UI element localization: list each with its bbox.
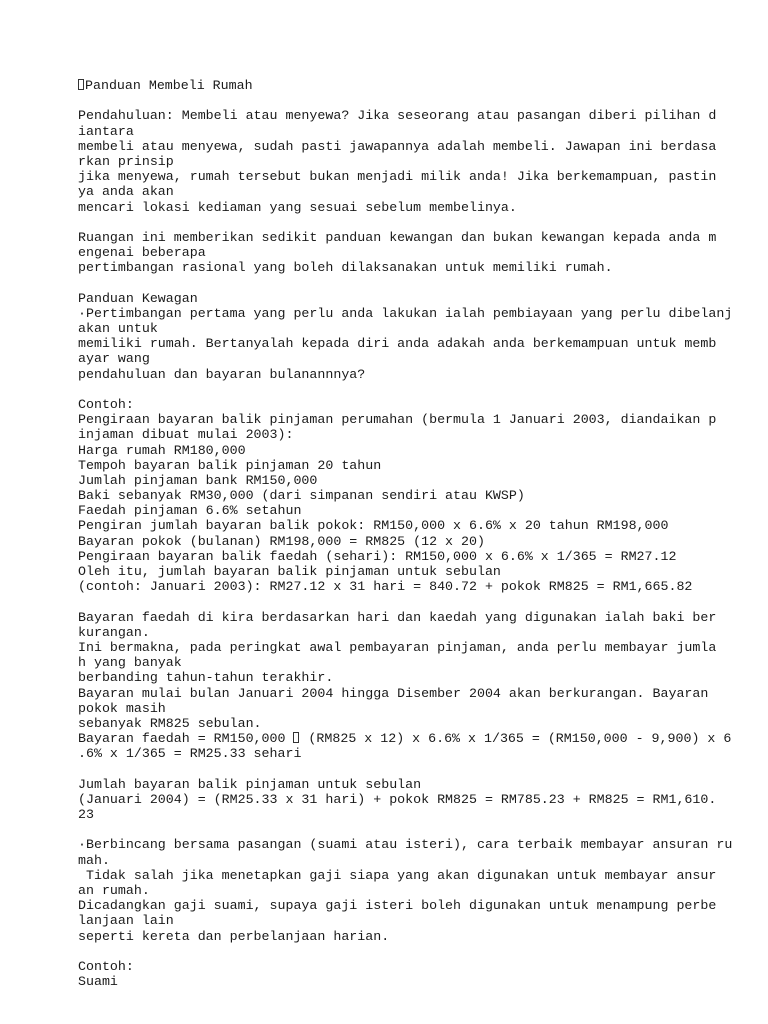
text-line: Faedah pinjaman 6.6% setahun — [78, 503, 302, 519]
berbincang-paragraph — [78, 837, 733, 944]
text-line: ·Pertimbangan pertama yang perlu anda lakukan ialah pembiayaan yang perlu dibelanj — [78, 305, 733, 321]
text-line: Pendahuluan: Membeli atau menyewa? Jika seseorang atau pasangan diberi pilihan d — [78, 108, 717, 124]
text-line: engenai beberapa — [78, 245, 206, 261]
text-line: Bayaran faedah di kira berdasarkan hari dan kaedah yang digunakan ialah baki ber — [78, 609, 717, 625]
text-line: (Januari 2004) = (RM25.33 x 31 hari) + pokok RM825 = RM785.23 + RM825 = RM1,610. — [78, 791, 717, 807]
text-line: rkan prinsip — [78, 153, 174, 169]
panduan-section — [78, 290, 733, 382]
text-line: an rumah. — [78, 882, 150, 898]
text-line: kurangan. — [78, 624, 150, 640]
contoh-suami — [78, 959, 718, 989]
faedah-paragraph — [78, 609, 732, 762]
text-line: mencari lokasi kediaman yang sesuai sebelum membelinya. — [78, 199, 517, 215]
document-title: Panduan Membeli Rumah — [78, 78, 718, 93]
text-line: Tidak salah jika menetapkan gaji siapa yang akan digunakan untuk membayar ansur — [78, 867, 717, 883]
text-line: Jumlah bayaran balik pinjaman untuk sebulan — [78, 776, 422, 792]
text-line: ·Berbincang bersama pasangan (suami atau isteri), cara terbaik membayar ansuran ru — [78, 837, 733, 853]
missing-glyph-icon — [78, 79, 84, 90]
text-line: iantara — [78, 123, 134, 139]
text-line: .6% x 1/365 = RM25.33 sehari — [78, 746, 302, 762]
ruangan-paragraph — [78, 230, 718, 276]
intro-paragraph — [78, 108, 718, 214]
text-line: Pengiraan bayaran balik faedah (sehari): RM150,000 x 6.6% x 1/365 = RM27.12 — [78, 548, 677, 564]
text-line: seperti kereta dan perbelanjaan harian. — [78, 928, 390, 944]
text-line: Pengiran jumlah bayaran balik pokok: RM150,000 x 6.6% x 20 tahun RM198,000 — [78, 518, 669, 534]
text-line: ya anda akan — [78, 184, 174, 200]
jumlah-paragraph — [78, 777, 718, 823]
text-line: Jumlah pinjaman bank RM150,000 — [78, 472, 318, 488]
text-line: lanjaan lain — [78, 913, 174, 929]
text-line: Oleh itu, jumlah bayaran balik pinjaman untuk sebulan — [78, 564, 501, 579]
document-body — [78, 78, 733, 990]
contoh-calculation — [78, 397, 718, 594]
text-line: akan untuk — [78, 321, 158, 336]
text-line: injaman dibuat mulai 2003): — [78, 427, 294, 443]
text-line: h yang banyak — [78, 655, 182, 671]
text-line: Bayaran pokok (bulanan) RM198,000 = RM825 (12 x 20) — [78, 533, 485, 549]
text-line: (contoh: Januari 2003): RM27.12 x 31 hari = 840.72 + pokok RM825 = RM1,665.82 — [78, 579, 693, 595]
text-line: ayar wang — [78, 351, 150, 367]
text-line: 23 — [78, 807, 94, 822]
text-line: pendahuluan dan bayaran bulanannnya? — [78, 366, 366, 382]
text-line: membeli atau menyewa, sudah pasti jawapannya adalah membeli. Jawapan ini berdasa — [78, 138, 717, 154]
text-line: berbanding tahun-tahun terakhir. — [78, 670, 334, 686]
text-line: memiliki rumah. Bertanyalah kepada diri anda adakah anda berkemampuan untuk memb — [78, 336, 717, 352]
text-line: Bayaran mulai bulan Januari 2004 hingga Disember 2004 akan berkurangan. Bayaran — [78, 685, 709, 701]
text-line: mah. — [78, 852, 110, 868]
text-line: Suami — [78, 974, 118, 990]
text-line: Pengiraan bayaran balik pinjaman perumahan (bermula 1 Januari 2003, diandaikan p — [78, 412, 717, 428]
text-line: Baki sebanyak RM30,000 (dari simpanan sendiri atau KWSP) — [78, 488, 525, 504]
text-line: Ruangan ini memberikan sedikit panduan kewangan dan bukan kewangan kepada anda m — [78, 229, 717, 245]
missing-glyph-icon — [293, 732, 299, 743]
text-line: pertimbangan rasional yang boleh dilaksanakan untuk memiliki rumah. — [78, 260, 613, 276]
faedah-formula: Bayaran faedah = RM150,000 (RM825 x 12) x 6.6% x 1/365 = (RM150,000 - 9,900) x 6 — [78, 731, 732, 747]
text-line: pokok masih — [78, 700, 166, 716]
text-line: Dicadangkan gaji suami, supaya gaji isteri boleh digunakan untuk menampung perbe — [78, 898, 717, 914]
text-line: sebanyak RM825 sebulan. — [78, 715, 262, 731]
section-heading: Panduan Kewagan — [78, 290, 198, 306]
text-line: Ini bermakna, pada peringkat awal pembayaran pinjaman, anda perlu membayar jumla — [78, 639, 717, 655]
section-heading: Contoh: — [78, 396, 134, 412]
text-line: jika menyewa, rumah tersebut bukan menjadi milik anda! Jika berkemampuan, pastin — [78, 169, 717, 185]
text-line: Tempoh bayaran balik pinjaman 20 tahun — [78, 457, 382, 473]
text-line: Harga rumah RM180,000 — [78, 442, 246, 458]
section-heading: Contoh: — [78, 958, 134, 974]
